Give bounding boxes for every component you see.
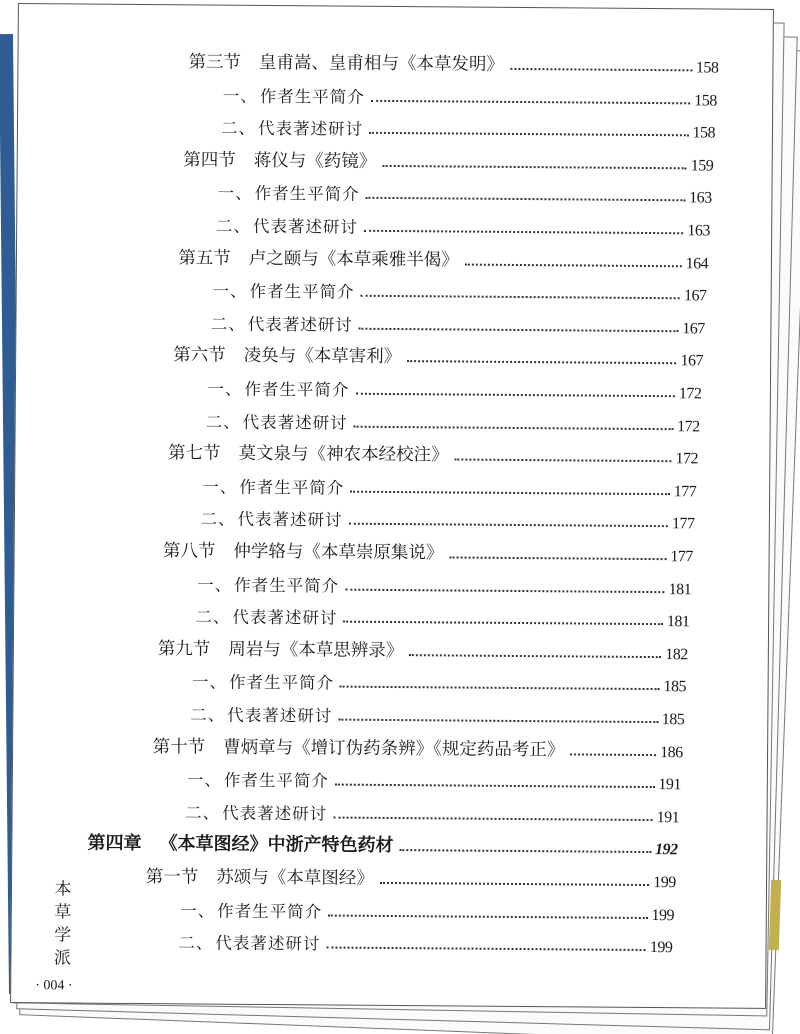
dot-leader [399, 849, 651, 853]
toc-entry-item [223, 78, 717, 110]
toc-entry-page: 199 [649, 939, 673, 957]
toc-entry-item [200, 502, 694, 534]
toc-entry-number: 二、 [190, 705, 226, 725]
toc-entry-page: 177 [673, 483, 697, 501]
toc-entry-title: 仲学辂与《本草崇原集说》 [233, 541, 444, 564]
toc-entry-section [168, 436, 698, 468]
toc-entry-page: 192 [654, 841, 678, 859]
toc-entry-number: 一、 [202, 477, 238, 497]
dot-leader [354, 425, 674, 430]
dot-leader [350, 490, 670, 495]
toc-entry-title: 曹炳章与《增订伪药条辨》《规定药品考正》 [223, 737, 565, 760]
toc-entry-page: 163 [689, 189, 712, 207]
toc-entry-number: 二、 [195, 607, 231, 627]
dot-leader [369, 132, 689, 137]
dot-leader [333, 816, 653, 821]
dot-leader [345, 588, 665, 593]
toc-entry-page: 159 [690, 157, 714, 175]
toc-entry-item [207, 372, 701, 404]
toc-entry-title: 代表著述研讨 [232, 607, 338, 628]
toc-entry-page: 164 [685, 254, 709, 273]
toc-entry-item [212, 274, 706, 306]
dot-leader [510, 68, 692, 71]
toc-entry-item [221, 111, 715, 143]
toc-entry-number: 一、 [197, 575, 233, 595]
toc-entry-item [187, 763, 681, 795]
toc-entry-item [190, 697, 684, 729]
toc-entry-item [211, 306, 705, 338]
dot-leader [360, 295, 680, 300]
dot-leader [366, 197, 686, 202]
toc-entry-number: 二、 [220, 118, 257, 139]
toc-page [10, 3, 774, 1009]
dot-leader [338, 719, 658, 724]
toc-entry-title: 苏颂与《本草图经》 [216, 867, 374, 889]
toc-entry-page: 172 [677, 417, 700, 436]
toc-entry-item [195, 600, 689, 632]
dot-leader [328, 914, 648, 919]
toc-entry-number: 第一节 [145, 867, 199, 888]
toc-entry-section [153, 730, 683, 762]
toc-entry-page: 199 [653, 874, 676, 892]
toc-entry-item [202, 469, 696, 501]
toc-entry-title: 代表著述研讨 [237, 510, 343, 531]
toc-entry-section [178, 241, 708, 273]
toc-entry-number: 二、 [205, 412, 241, 432]
dot-leader [364, 230, 684, 235]
toc-entry-page: 167 [680, 352, 704, 370]
toc-entry-page: 172 [678, 385, 702, 403]
toc-entry-page: 185 [661, 711, 685, 729]
toc-entry-title: 作者生平简介 [254, 184, 360, 205]
toc-entry-title: 作者生平简介 [244, 379, 350, 400]
toc-entry-number: 一、 [207, 379, 243, 399]
toc-entry-number: 第九节 [157, 638, 211, 660]
toc-entry-number: 第十节 [152, 736, 206, 758]
toc-entry-title: 代表著述研讨 [215, 933, 321, 954]
toc-entry-title: 代表著述研讨 [247, 314, 353, 335]
dot-leader [355, 393, 675, 398]
toc-entry-page: 185 [663, 678, 687, 696]
toc-entry-title: 周岩与《本草思辨录》 [228, 639, 404, 661]
toc-entry-title: 皇甫嵩、皇甫相与《本草发明》 [258, 52, 505, 75]
toc-entry-item [180, 893, 674, 925]
toc-entry-title: 作者生平简介 [223, 770, 330, 791]
toc-entry-page: 158 [695, 59, 719, 77]
toc-entry-page: 182 [665, 645, 688, 664]
toc-entry-section [188, 45, 718, 77]
dot-leader [359, 328, 679, 333]
toc-entry-item [197, 567, 691, 599]
toc-entry-title: 代表著述研讨 [227, 705, 333, 726]
toc-entry-chapter [87, 827, 677, 860]
toc-entry-number: 一、 [212, 281, 248, 302]
dot-leader [570, 753, 656, 756]
book-series-label: 本草学派 [53, 879, 72, 969]
toc-entry-page: 172 [675, 450, 699, 468]
page-number: · 004 · [35, 978, 73, 994]
toc-entry-page: 158 [694, 91, 717, 110]
dot-leader [382, 165, 687, 169]
toc-entry-number: 一、 [186, 770, 223, 790]
toc-entry-number: 二、 [178, 933, 214, 953]
page-edge-tab [769, 880, 781, 950]
toc-entry-title: 莫文泉与《神农本经校注》 [238, 443, 449, 466]
toc-entry-page: 191 [658, 776, 681, 794]
toc-entry-title: 代表著述研讨 [257, 119, 364, 139]
toc-entry-page: 181 [666, 613, 690, 631]
dot-leader [343, 621, 663, 626]
toc-entry-number: 第三节 [188, 52, 242, 73]
toc-entry-title: 代表著述研讨 [222, 803, 328, 824]
toc-entry-number: 一、 [191, 672, 228, 693]
toc-entry-title: 作者生平简介 [259, 86, 365, 107]
dot-leader [449, 556, 666, 560]
toc-entry-title: 凌奂与《本草害利》 [243, 346, 402, 368]
toc-entry-item [216, 209, 710, 241]
toc-entry-title: 代表著述研讨 [252, 216, 359, 237]
toc-entry-page: 199 [651, 906, 675, 924]
toc-entry-number: 一、 [217, 184, 253, 204]
toc-entry-section [183, 143, 713, 175]
toc-entry-title: 作者生平简介 [217, 901, 323, 922]
toc-entry-page: 167 [682, 320, 705, 338]
toc-entry-title: 作者生平简介 [234, 575, 340, 596]
toc-entry-title: 作者生平简介 [249, 282, 355, 302]
toc-entry-item [185, 795, 679, 827]
toc-entry-title: 卢之颐与《本草乘雅半偈》 [248, 248, 459, 271]
toc-entry-section [163, 534, 693, 566]
dot-leader [340, 686, 660, 691]
toc-entry-section [158, 632, 688, 664]
toc-entry-number: 二、 [200, 509, 236, 530]
toc-entry-number: 一、 [180, 900, 216, 921]
toc-entry-section [173, 339, 703, 371]
dot-leader [409, 654, 661, 658]
toc-entry-number: 第八节 [162, 541, 216, 562]
dot-leader [371, 99, 691, 104]
toc-entry-title: 蒋仪与《药镜》 [253, 150, 377, 172]
toc-entry-number: 二、 [215, 216, 252, 236]
toc-entry-number: 二、 [210, 314, 246, 334]
toc-entry-page: 186 [660, 743, 683, 761]
toc-entry-title: 作者生平简介 [228, 673, 335, 693]
toc-entry-number: 第四节 [183, 150, 236, 171]
toc-entry-number: 一、 [222, 86, 258, 106]
toc-entry-number: 第七节 [167, 443, 221, 464]
toc-entry-page: 177 [671, 515, 695, 533]
toc-entry-number: 第六节 [173, 345, 226, 367]
toc-entry-item [178, 926, 672, 958]
toc-entry-number: 第五节 [178, 247, 231, 269]
dot-leader [349, 523, 669, 528]
toc-entry-page: 167 [683, 287, 707, 305]
toc-entry-title: 代表著述研讨 [242, 412, 348, 433]
toc-entry-page: 191 [656, 808, 680, 827]
dot-leader [335, 784, 655, 789]
dot-leader [465, 263, 682, 267]
toc-entry-page: 163 [687, 222, 710, 240]
dot-leader [326, 947, 646, 952]
dot-leader [380, 882, 650, 886]
toc-entry-title: 《本草图经》中浙产特色药材 [159, 833, 394, 857]
toc-entry-number: 第四章 [87, 833, 142, 855]
dot-leader [407, 361, 677, 365]
toc-entry-page: 181 [668, 580, 692, 598]
toc-entry-section [146, 860, 676, 892]
toc-entry-page: 158 [692, 124, 716, 142]
toc-entry-title: 作者生平简介 [239, 477, 345, 498]
toc-entry-item [192, 665, 686, 697]
toc-entry-page: 177 [670, 548, 693, 566]
dot-leader [454, 459, 671, 463]
toc-entry-number: 二、 [185, 803, 221, 823]
toc-entry-item [206, 404, 700, 436]
toc-entry-item [218, 176, 712, 208]
